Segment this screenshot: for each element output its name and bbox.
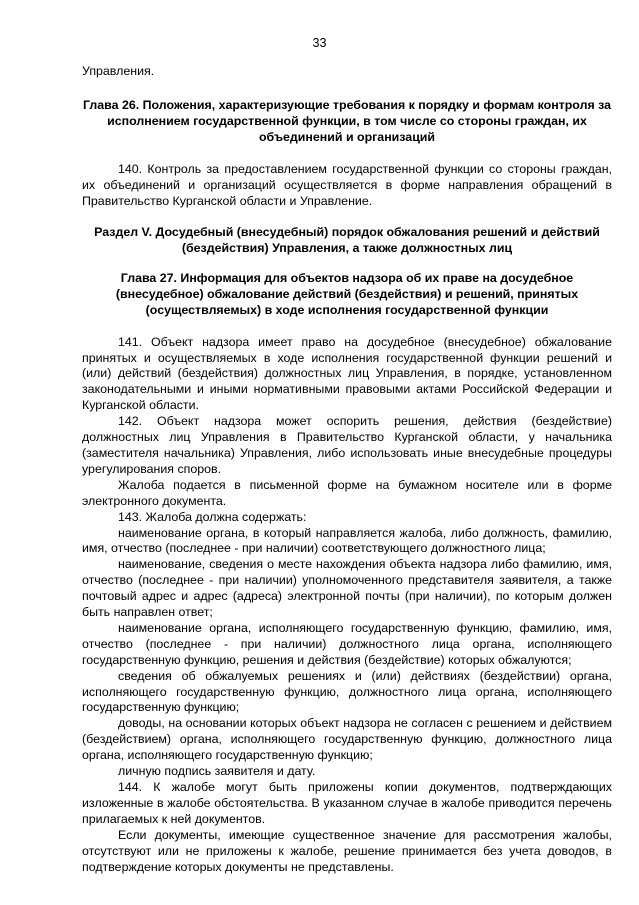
paragraph-144: 144. К жалобе могут быть приложены копии документов, подтверждающих изложенные в жалобе обстоятельства. В указанном случае в жалобе приводится перечень прилагаемых к ней документов. [82,780,612,826]
paragraph-143: 143. Жалоба должна содержать: [118,509,307,524]
list-item-143-5: доводы, на основании которых объект надзора не согласен с решением и действием (бездействием) органа, исполняющего государственную функцию, должностного лица органа, исполняющего государственную функцию; [82,716,612,763]
list-item-143-4: сведения об обжалуемых решениях и (или) действиях (бездействии) органа, исполняющего государственную функцию, должностного лица органа, исполняющего государственную функцию; [82,668,612,715]
chapter-26-heading: Глава 26. Положения, характеризующие требования к порядку и формам контроля за исполнением государственной функции, в том числе со стороны граждан, их объединений и организаций [82,97,611,144]
paragraph-142: 142. Объект надзора может оспорить решения, действия (бездействие) должностных лиц Управления в Правительство Курганской области, у начальника (заместителя начальника) Управления, либо использовать иные внесудебные процедуры урегулирования споров. [82,414,612,476]
paragraph-141: 141. Объект надзора имеет право на досудебное (внесудебное) обжалование принятых и осуществляемых в ходе исполнения государственной функции решений и (или) действий (бездействия) должностных лиц Управления, в порядке, установленном законодательными и иными нормативными правовыми актами Российской Федерации и Курганской области. [82,334,612,413]
paragraph-140: 140. Контроль за предоставлением государственной функции со стороны граждан, их объединений и организаций осуществляется в форме направления обращений в Правительство Курганской области и Управление. [82,161,612,208]
paragraph-144-documents: Если документы, имеющие существенное значение для рассмотрения жалобы, отсутствуют или не приложены к жалобе, решение принимается без учета доводов, в подтверждение которых документы не представлены. [82,827,612,874]
document-body [82,64,612,875]
section-5-heading: Раздел V. Досудебный (внесудебный) порядок обжалования решений и действий (бездействия) Управления, а также должностных лиц [94,224,600,255]
page-number: 33 [312,36,327,50]
chapter-27-heading: Глава 27. Информация для объектов надзора об их праве на досудебное (внесудебное) обжалование действий (бездействия) и решений, принятых (осуществляемых) в ходе исполнения государственной функции [115,270,579,317]
paragraph-142-complaint-form: Жалоба подается в письменной форме на бумажном носителе или в форме электронного документа. [82,477,612,508]
list-item-143-2: наименование, сведения о месте нахождения объекта надзора либо фамилию, имя, отчество (последнее - при наличии) уполномоченного представителя заявителя, а также почтовый адрес и адрес (адреса) электронной почты (при наличии), по которым должен быть направлен ответ; [82,557,612,620]
list-item-143-1: наименование органа, в который направляется жалоба, либо должность, фамилию, имя, отчество (последнее - при наличии) соответствующего должностного лица; [82,525,612,556]
list-item-143-6: личную подпись заявителя и дату. [118,764,316,779]
continuation-text: Управления. [82,64,155,78]
list-item-143-3: наименование органа, исполняющего государственную функцию, фамилию, имя, отчество (последнее - при наличии) должностного лица органа, исполняющего государственную функцию, решения и действия (бездействие) которых обжалуются; [82,620,612,667]
